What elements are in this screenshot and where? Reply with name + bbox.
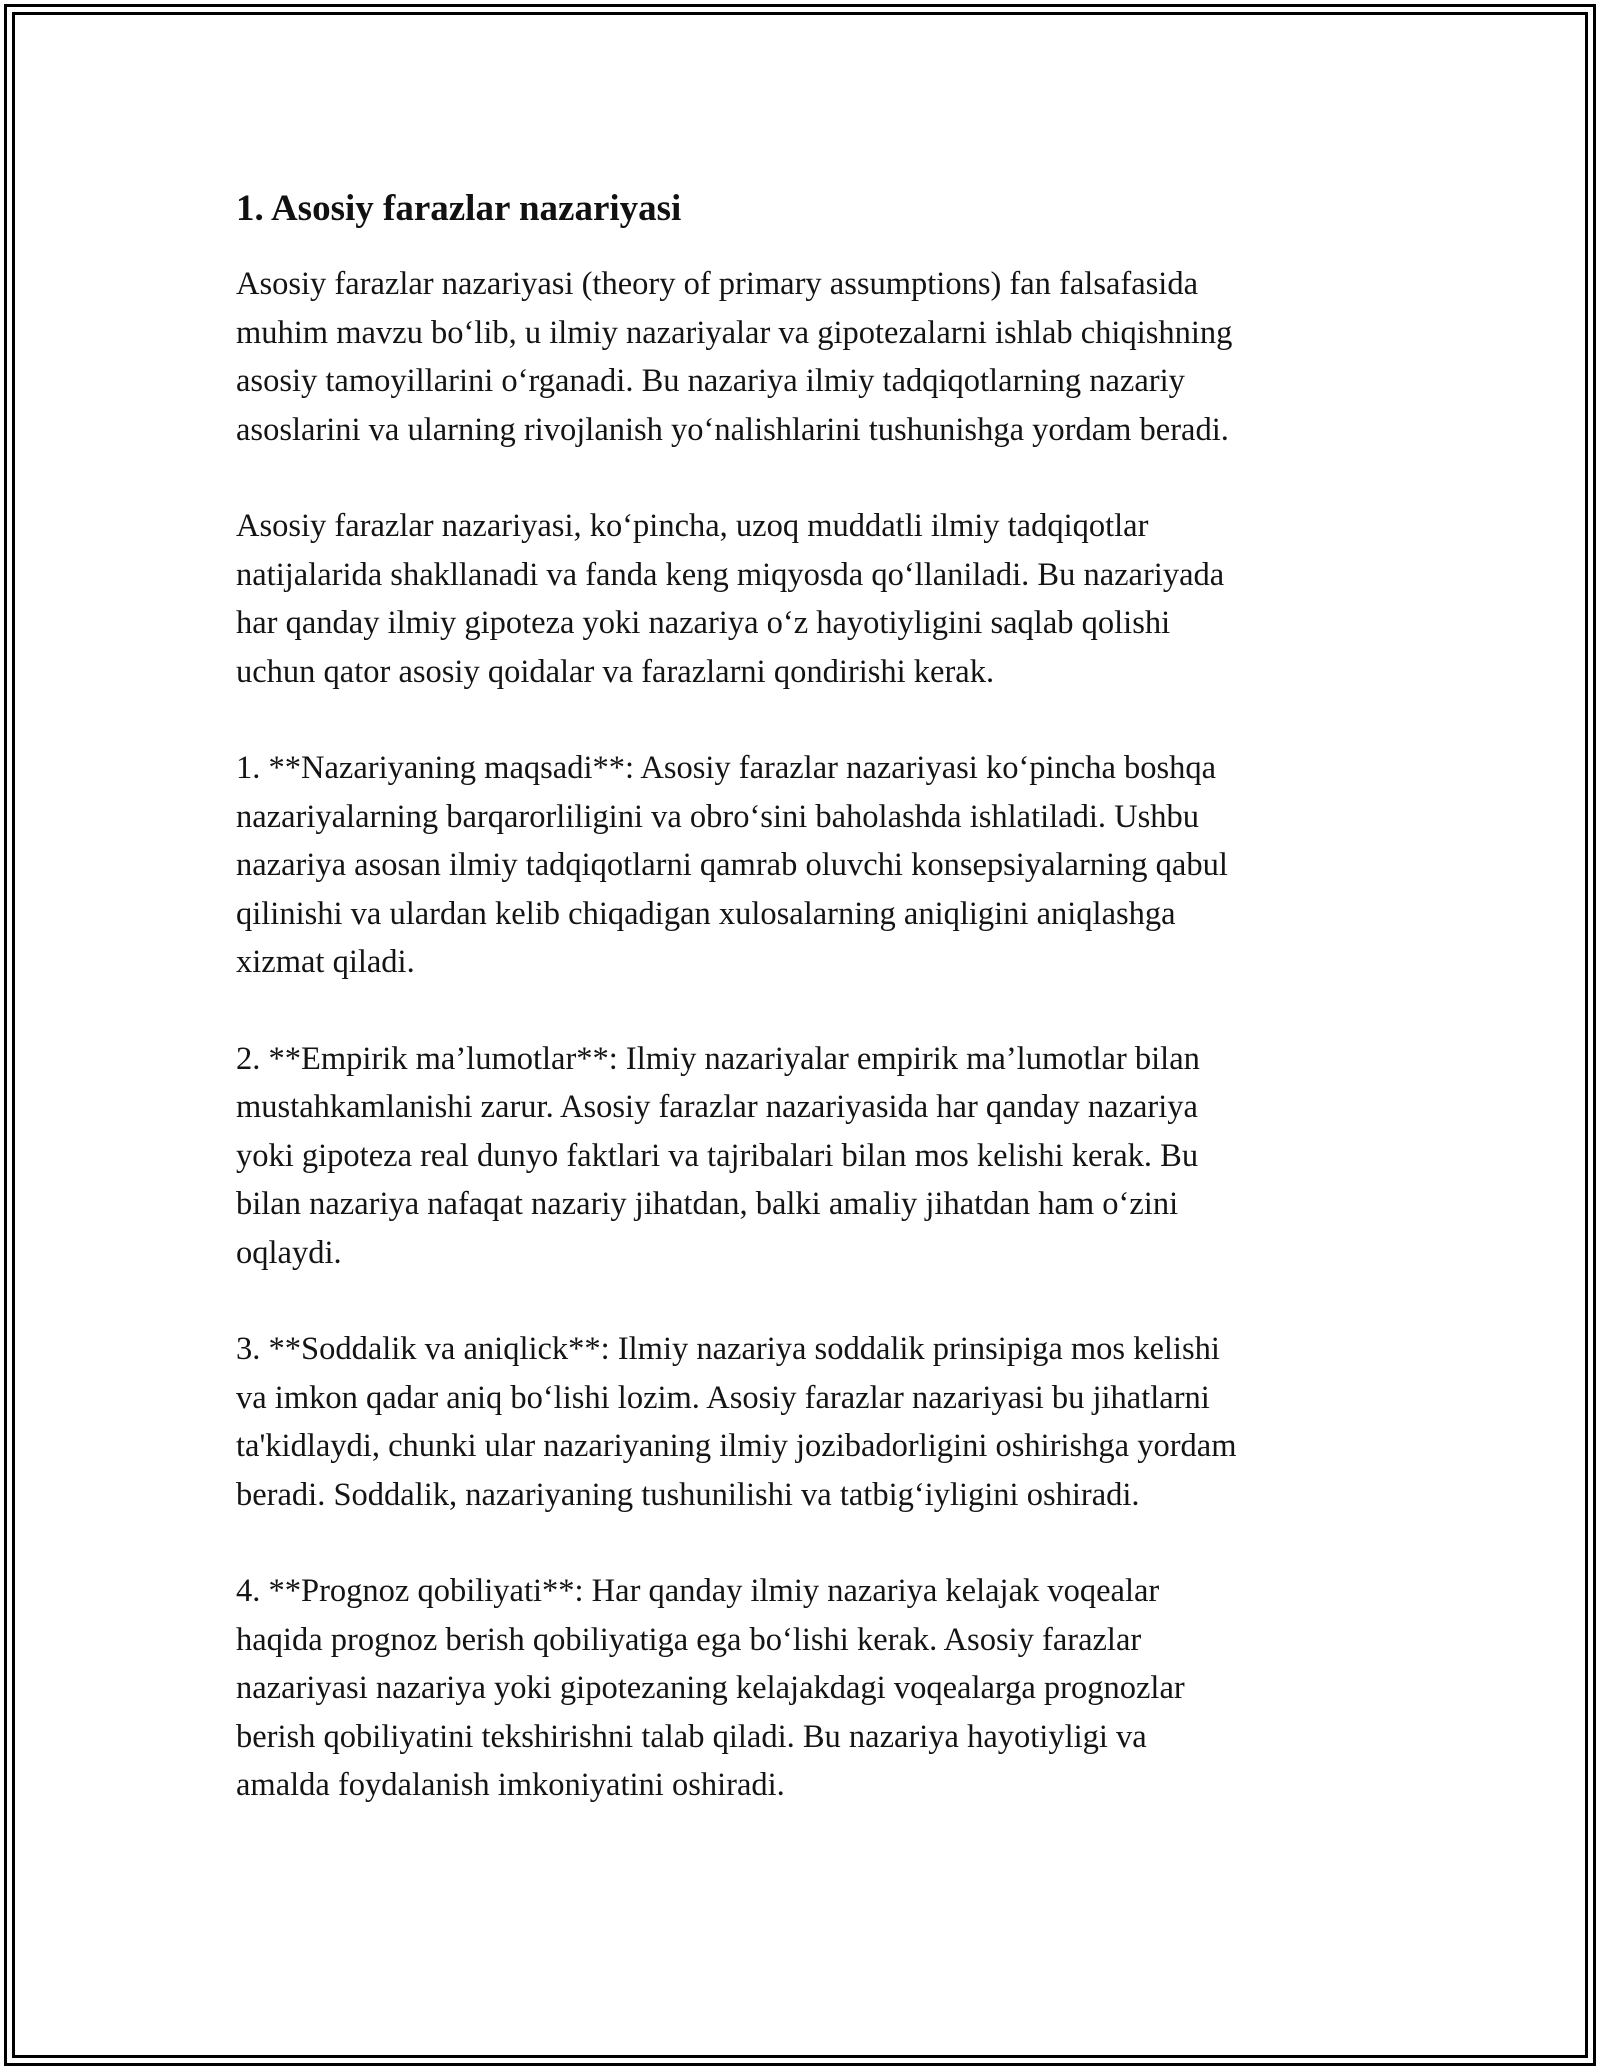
point-1-paragraph: 1. **Nazariyaning maqsadi**: Asosiy farazlar nazariyasi ko‘pincha boshqa nazariyalarning barqarorliligini va obro‘sini baholashda ishlatiladi. Ushbu nazariya asosan ilmiy tadqiqotlarni qamrab oluvchi konsepsiyalarning qabul qilinishi va ulardan kelib chiqadigan xulosalarning aniqligini aniqlashga xizmat qiladi. <box>236 750 1228 980</box>
point-2-paragraph: 2. **Empirik ma’lumotlar**: Ilmiy nazariyalar empirik ma’lumotlar bilan mustahkamlanishi zarur. Asosiy farazlar nazariyasida har qanday nazariya yoki gipoteza real dunyo faktlari va tajribalari bilan mos kelishi kerak. Bu bilan nazariya nafaqat nazariy jihatdan, balki amaliy jihatdan ham o‘zini oqlaydi. <box>236 1040 1200 1271</box>
intro-paragraph: Asosiy farazlar nazariyasi (theory of primary assumptions) fan falsafasida muhim mavzu bo‘lib, u ilmiy nazariyalar va gipotezalarni ishlab chiqishning asosiy tamoyillarini o‘rganadi. Bu nazariya ilmiy tadqiqotlarning nazariy asoslarini va ularning rivojlanish yo‘nalishlarini tushunishga yordam beradi. <box>236 266 1233 448</box>
point-4-paragraph: 4. **Prognoz qobiliyati**: Har qanday ilmiy nazariya kelajak voqealar haqida prognoz berish qobiliyatiga ega bo‘lishi kerak. Asosiy farazlar nazariyasi nazariya yoki gipotezaning kelajakdagi voqealarga prognozlar berish qobiliyatini tekshirishni talab qiladi. Bu nazariya hayotiyligi va amalda foydalanish imkoniyatini oshiradi. <box>236 1573 1185 1803</box>
document-body <box>236 186 1386 1810</box>
context-paragraph: Asosiy farazlar nazariyasi, ko‘pincha, uzoq muddatli ilmiy tadqiqotlar natijalarida shakllanadi va fanda keng miqyosda qo‘llaniladi. Bu nazariyada har qanday ilmiy gipoteza yoki nazariya o‘z hayotiyligini saqlab qolishi uchun qator asosiy qoidalar va farazlarni qondirishi kerak. <box>236 508 1225 690</box>
document-title: 1. Asosiy farazlar nazariyasi <box>236 188 682 229</box>
point-3-paragraph: 3. **Soddalik va aniqlick**: Ilmiy nazariya soddalik prinsipiga mos kelishi va imkon qadar aniq bo‘lishi lozim. Asosiy farazlar nazariyasi bu jihatlarni ta'kidlaydi, chunki ular nazariyaning ilmiy jozibadorligini oshirishga yordam beradi. Soddalik, nazariyaning tushunilishi va tatbig‘iyligini oshiradi. <box>236 1331 1237 1513</box>
